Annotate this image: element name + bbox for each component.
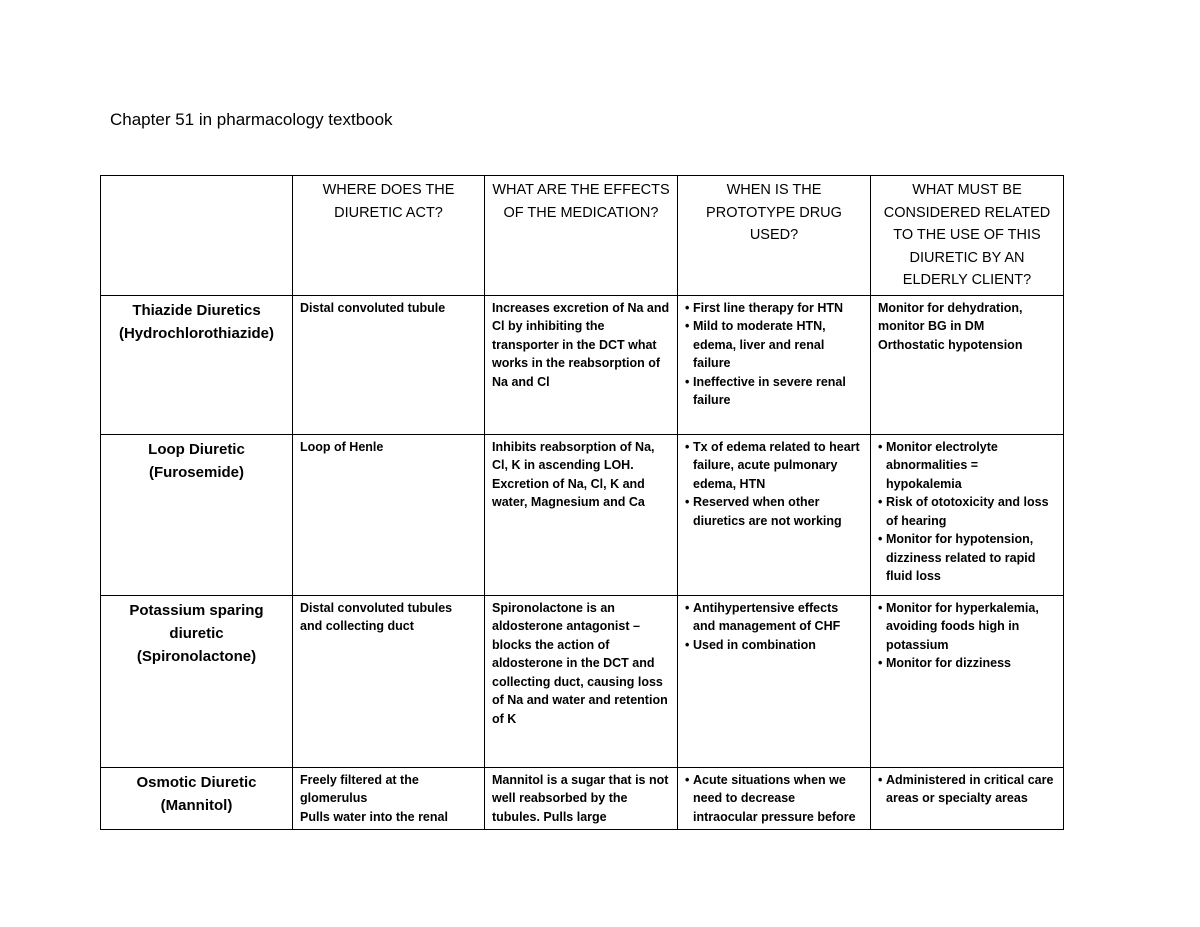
table-row [101, 595, 1064, 767]
elderly-considerations-cell [871, 434, 1064, 595]
considerations-list [878, 599, 1056, 673]
drug-class-name: Thiazide Diuretics [132, 301, 261, 319]
list-item: • Reserved when other diuretics are not working [685, 493, 863, 530]
drug-class-name: Osmotic Diuretic [136, 773, 257, 791]
uses-list [685, 438, 863, 531]
considerations-line: monitor BG in DM [878, 319, 985, 333]
effects-cell: Spironolactone is an aldosterone antagonist – blocks the action of aldosterone in the DCT and collecting duct, causing loss of Na and water and retention of K [485, 595, 678, 767]
uses-list [685, 299, 863, 410]
site-of-action-cell: Distal convoluted tubules and collecting duct [293, 595, 485, 767]
site-of-action-cell [293, 767, 485, 830]
header-elderly-considerations: WHAT MUST BE CONSIDERED RELATED TO THE USE OF THIS DIURETIC BY AN ELDERLY CLIENT? [871, 176, 1064, 296]
effects-cell: Increases excretion of Na and Cl by inhibiting the transporter in the DCT what works in the reabsorption of Na and Cl [485, 295, 678, 434]
list-item: • Antihypertensive effects and management of CHF [685, 599, 863, 636]
site-line: glomerulus [300, 791, 368, 805]
drug-class-name: Loop Diuretic [148, 440, 245, 458]
header-prototype-use: WHEN IS THE PROTOTYPE DRUG USED? [678, 176, 871, 296]
list-item: • Monitor electrolyte abnormalities = hypokalemia [878, 438, 1056, 494]
list-item: • Administered in critical care areas or specialty areas [878, 771, 1056, 808]
site-of-action-cell: Distal convoluted tubule [293, 295, 485, 434]
list-item: • Monitor for hypotension, dizziness related to rapid fluid loss [878, 530, 1056, 586]
header-site-of-action: WHERE DOES THE DIURETIC ACT? [293, 176, 485, 296]
drug-class-cell [101, 767, 293, 830]
considerations-line: Monitor for dehydration, [878, 300, 1023, 315]
page-title: Chapter 51 in pharmacology textbook [110, 110, 393, 129]
table-row [101, 434, 1064, 595]
table-header-row [101, 176, 1064, 296]
drug-class-cell [101, 295, 293, 434]
list-item: • First line therapy for HTN [685, 299, 863, 318]
uses-list [685, 771, 863, 827]
site-line: Freely filtered at the [300, 772, 419, 787]
uses-cell [678, 595, 871, 767]
site-line: Pulls water into the renal [300, 809, 448, 824]
elderly-considerations-cell [871, 595, 1064, 767]
drug-class-cell [101, 595, 293, 767]
drug-class-name: Potassium sparing diuretic [129, 601, 264, 642]
table-row [101, 767, 1064, 830]
list-item: • Tx of edema related to heart failure, acute pulmonary edema, HTN [685, 438, 863, 494]
uses-cell [678, 434, 871, 595]
considerations-line: Orthostatic hypotension [878, 337, 1023, 352]
list-item: • Monitor for hyperkalemia, avoiding foods high in potassium [878, 599, 1056, 655]
diuretics-table [100, 175, 1064, 830]
prototype-drug-name: (Mannitol) [160, 796, 233, 814]
considerations-list [878, 438, 1056, 586]
header-cell-blank [101, 176, 293, 296]
prototype-drug-name: (Hydrochlorothiazide) [118, 324, 274, 342]
prototype-drug-name: (Spironolactone) [136, 647, 257, 665]
list-item: • Acute situations when we need to decrease intraocular pressure before [685, 771, 863, 827]
table-row [101, 295, 1064, 434]
site-of-action-cell: Loop of Henle [293, 434, 485, 595]
header-effects: WHAT ARE THE EFFECTS OF THE MEDICATION? [485, 176, 678, 296]
list-item: • Monitor for dizziness [878, 654, 1056, 673]
list-item: • Used in combination [685, 636, 863, 655]
list-item: • Risk of ototoxicity and loss of hearing [878, 493, 1056, 530]
prototype-drug-name: (Furosemide) [148, 463, 244, 481]
uses-list [685, 599, 863, 655]
effects-cell: Mannitol is a sugar that is not well reabsorbed by the tubules. Pulls large [485, 767, 678, 830]
elderly-considerations-cell [871, 295, 1064, 434]
considerations-list [878, 771, 1056, 808]
elderly-considerations-cell [871, 767, 1064, 830]
list-item: • Ineffective in severe renal failure [685, 373, 863, 410]
list-item: • Mild to moderate HTN, edema, liver and renal failure [685, 317, 863, 373]
uses-cell [678, 295, 871, 434]
uses-cell [678, 767, 871, 830]
drug-class-cell [101, 434, 293, 595]
effects-cell: Inhibits reabsorption of Na, Cl, K in ascending LOH. Excretion of Na, Cl, K and water, Magnesium and Ca [485, 434, 678, 595]
